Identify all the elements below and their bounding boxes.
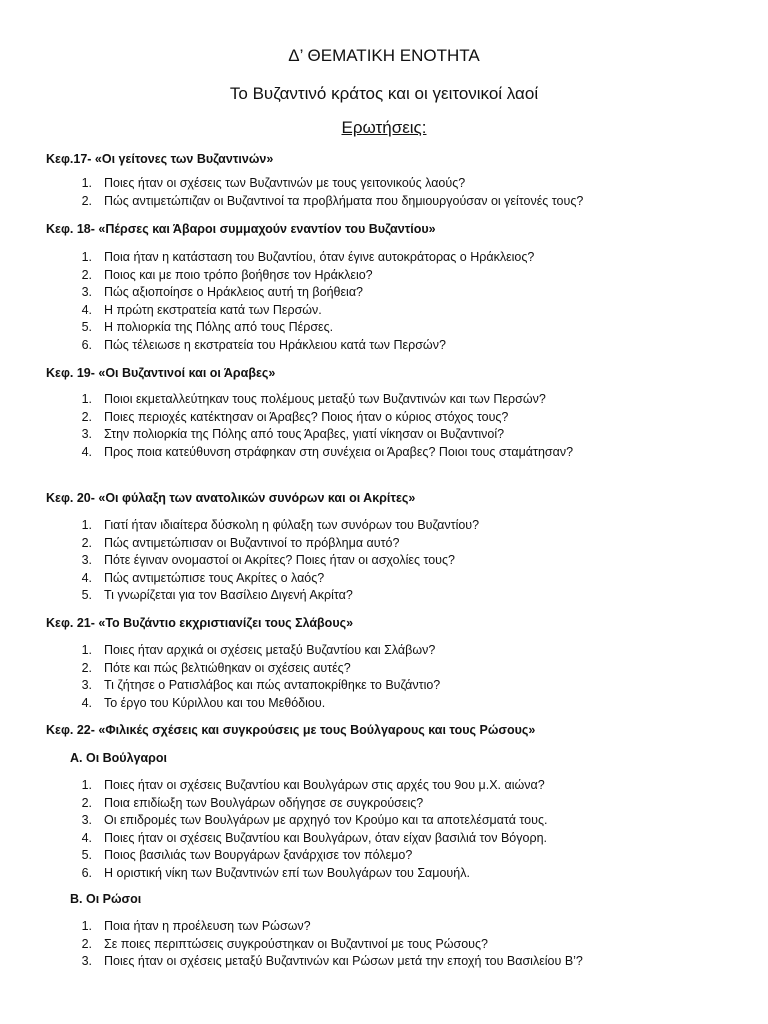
chapter-18-heading: Κεφ. 18- «Πέρσες και Άβαροι συμμαχούν εναντίον του Βυζαντίου»: [46, 222, 436, 236]
list-item: 1. Ποιες ήταν οι σχέσεις των Βυζαντινών με τους γειτονικούς λαούς?: [81, 176, 466, 190]
list-item: 4. Το έργο του Κύριλλου και του Μεθόδιου.: [81, 695, 326, 710]
list-item: 5. Τι γνωρίζεται για τον Βασίλειο Διγενή Ακρίτα?: [81, 588, 353, 603]
chapter-18-questions: [46, 249, 534, 355]
list-item: 2. Ποιες περιοχές κατέκτησαν οι Άραβες? Ποιος ήταν ο κύριος στόχος τους?: [81, 409, 509, 424]
russians-questions: [46, 918, 583, 971]
list-item: 5. Η πολιορκία της Πόλης από τους Πέρσες.: [81, 320, 334, 335]
subsection-bulgarians-heading: Α. Οι Βούλγαροι: [70, 751, 168, 765]
list-item: 5. Ποιος βασιλιάς των Βουργάρων ξανάρχισε τον πόλεμο?: [81, 848, 413, 863]
list-item: 2. Ποιος και με ποιο τρόπο βοήθησε τον Ηράκλειο?: [81, 267, 373, 282]
list-item: 3. Τι ζήτησε ο Ρατισλάβος και πώς ανταποκρίθηκε το Βυζάντιο?: [81, 678, 441, 693]
list-item: 3. Οι επιδρομές των Βουλγάρων με αρχηγό τον Κρούμο και τα αποτελέσματά τους.: [81, 813, 548, 828]
list-item: 3. Στην πολιορκία της Πόλης από τους Άραβες, γιατί νίκησαν οι Βυζαντινοί?: [81, 427, 505, 442]
bulgarians-questions: [46, 777, 547, 883]
subject-title: Το Βυζαντινό κράτος και οι γειτονικοί λαοί: [229, 84, 539, 103]
list-item: 1. Γιατί ήταν ιδιαίτερα δύσκολη η φύλαξη των συνόρων του Βυζαντίου?: [81, 518, 480, 532]
list-item: 2. Πώς αντιμετώπισαν οι Βυζαντινοί το πρόβλημα αυτό?: [81, 535, 400, 550]
list-item: 4. Προς ποια κατεύθυνση στράφηκαν στη συνέχεια οι Άραβες? Ποιοι τους σταμάτησαν?: [81, 444, 574, 459]
chapter-22-heading: Κεφ. 22- «Φιλικές σχέσεις και συγκρούσεις με τους Βούλγαρους και τους Ρώσους»: [46, 723, 536, 737]
chapter-20-questions: [46, 517, 479, 605]
chapter-21-questions: [46, 642, 440, 712]
chapter-19-heading: Κεφ. 19- «Οι Βυζαντινοί και οι Άραβες»: [46, 366, 276, 380]
list-item: 1. Ποια ήταν η προέλευση των Ρώσων?: [81, 919, 311, 933]
chapter-21-heading: Κεφ. 21- «Το Βυζάντιο εκχριστιανίζει τους Σλάβους»: [46, 616, 354, 630]
subsection-russians-heading: Β. Οι Ρώσοι: [70, 892, 142, 906]
list-item: 2. Σε ποιες περιπτώσεις συγκρούστηκαν οι Βυζαντινοί με τους Ρώσους?: [81, 936, 488, 951]
list-item: 2. Πότε και πώς βελτιώθηκαν οι σχέσεις αυτές?: [81, 660, 351, 675]
chapter-19-questions: [46, 391, 573, 461]
unit-title: Δ’ ΘΕΜΑΤΙΚΗ ΕΝΟΤΗΤΑ: [288, 46, 480, 65]
list-item: 1. Ποιες ήταν αρχικά οι σχέσεις μεταξύ Βυζαντίου και Σλάβων?: [81, 643, 436, 657]
list-item: 2. Ποια επιδίωξη των Βουλγάρων οδήγησε σε συγκρούσεις?: [81, 795, 424, 810]
list-item: 3. Πώς αξιοποίησε ο Ηράκλειος αυτή τη βοήθεια?: [81, 285, 363, 300]
list-item: 4. Ποιες ήταν οι σχέσεις Βυζαντίου και Βουλγάρων, όταν είχαν βασιλιά τον Βόγορη.: [81, 830, 547, 845]
list-item: 6. Η οριστική νίκη των Βυζαντινών επί των Βουλγάρων του Σαμουήλ.: [81, 865, 470, 880]
chapter-20-heading: Κεφ. 20- «Οι φύλαξη των ανατολικών συνόρων και οι Ακρίτες»: [46, 491, 416, 505]
list-item: 6. Πώς τέλειωσε η εκστρατεία του Ηράκλειου κατά των Περσών?: [81, 337, 446, 352]
chapter-17-heading: Κεφ.17- «Οι γείτονες των Βυζαντινών»: [46, 152, 274, 166]
list-item: 1. Ποιοι εκμεταλλεύτηκαν τους πολέμους μεταξύ των Βυζαντινών και των Περσών?: [81, 392, 546, 406]
list-item: 4. Η πρώτη εκστρατεία κατά των Περσών.: [81, 302, 322, 317]
questions-title: Ερωτήσεις:: [341, 118, 427, 137]
chapter-17-questions: [46, 175, 583, 210]
list-item: 2. Πώς αντιμετώπιζαν οι Βυζαντινοί τα προβλήματα που δημιουργούσαν οι γείτονές τους?: [81, 193, 584, 208]
list-item: 1. Ποιες ήταν οι σχέσεις Βυζαντίου και Βουλγάρων στις αρχές του 9ου μ.Χ. αιώνα?: [81, 778, 545, 792]
list-item: 3. Ποιες ήταν οι σχέσεις μεταξύ Βυζαντινών και Ρώσων μετά την εποχή του Βασιλείου Β’?: [81, 954, 583, 969]
list-item: 4. Πώς αντιμετώπισε τους Ακρίτες ο λαός?: [81, 570, 325, 585]
list-item: 3. Πότε έγιναν ονομαστοί οι Ακρίτες? Ποιες ήταν οι ασχολίες τους?: [81, 553, 455, 568]
list-item: 1. Ποια ήταν η κατάσταση του Βυζαντίου, όταν έγινε αυτοκράτορας ο Ηράκλειος?: [81, 250, 535, 264]
